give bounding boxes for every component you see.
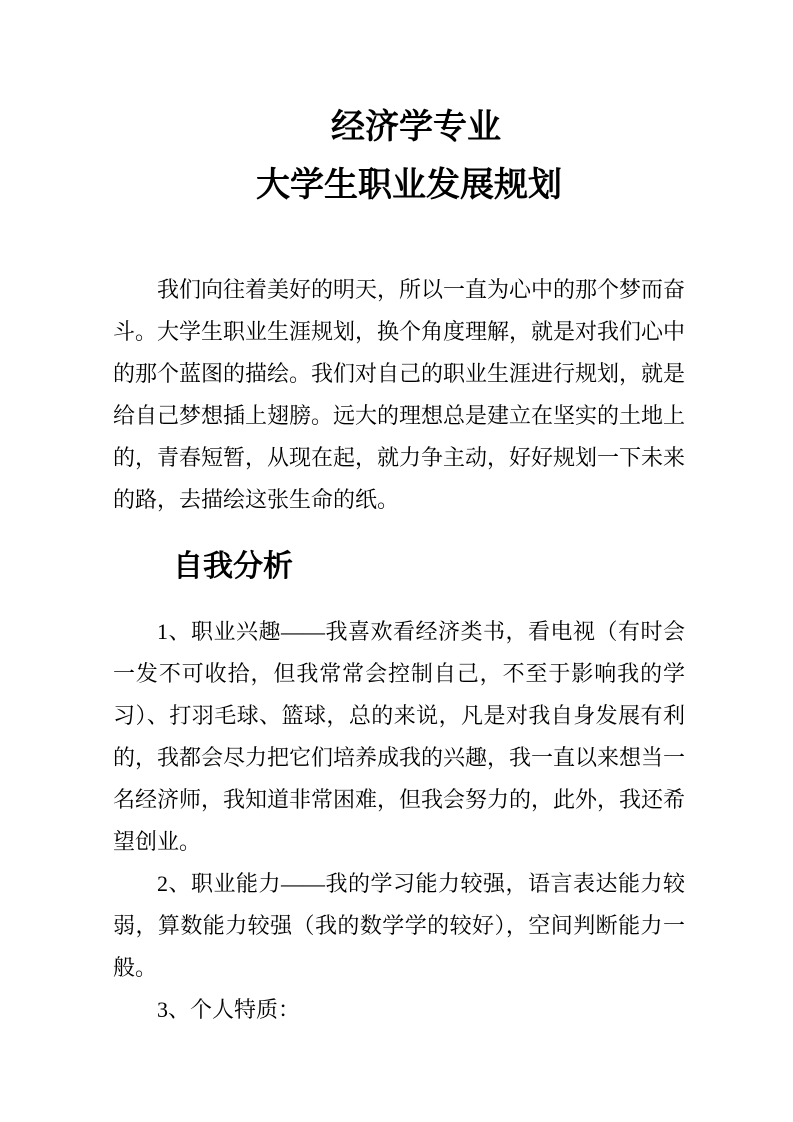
list-item-personal-traits: 3、个人特质： — [157, 997, 301, 1022]
doc-title-major: 经济学专业 — [331, 109, 501, 146]
list-item-career-interest: 1、职业兴趣——我喜欢看经济类书，看电视（有时会一发不可收拾，但我常常会控制自己，不至于影响我的学习）、打羽毛球、篮球，总的来说，凡是对我自身发展有利的，我都会尽力把它们培养成我的兴趣，我一直以来想当一名经济师，我知道非常困难，但我会努力的，此外，我还希望创业。 — [113, 619, 686, 854]
doc-title-career-plan: 大学生职业发展规划 — [256, 167, 562, 204]
title-block — [113, 99, 685, 215]
list-item-career-ability: 2、职业能力——我的学习能力较强，语言表达能力较弱，算数能力较强（我的数学学的较好），空间判断能力一般。 — [113, 871, 685, 980]
section-heading-self-analysis: 自我分析 — [173, 550, 293, 583]
intro-paragraph: 我们向往着美好的明天，所以一直为心中的那个梦而奋斗。大学生职业生涯规划，换个角度理解，就是对我们心中的那个蓝图的描绘。我们对自己的职业生涯进行规划，就是给自己梦想插上翅膀。远大的理想总是建立在坚实的土地上的，青春短暂，从现在起，就力争主动，好好规划一下未来的路，去描绘这张生命的纸。 — [113, 277, 686, 512]
